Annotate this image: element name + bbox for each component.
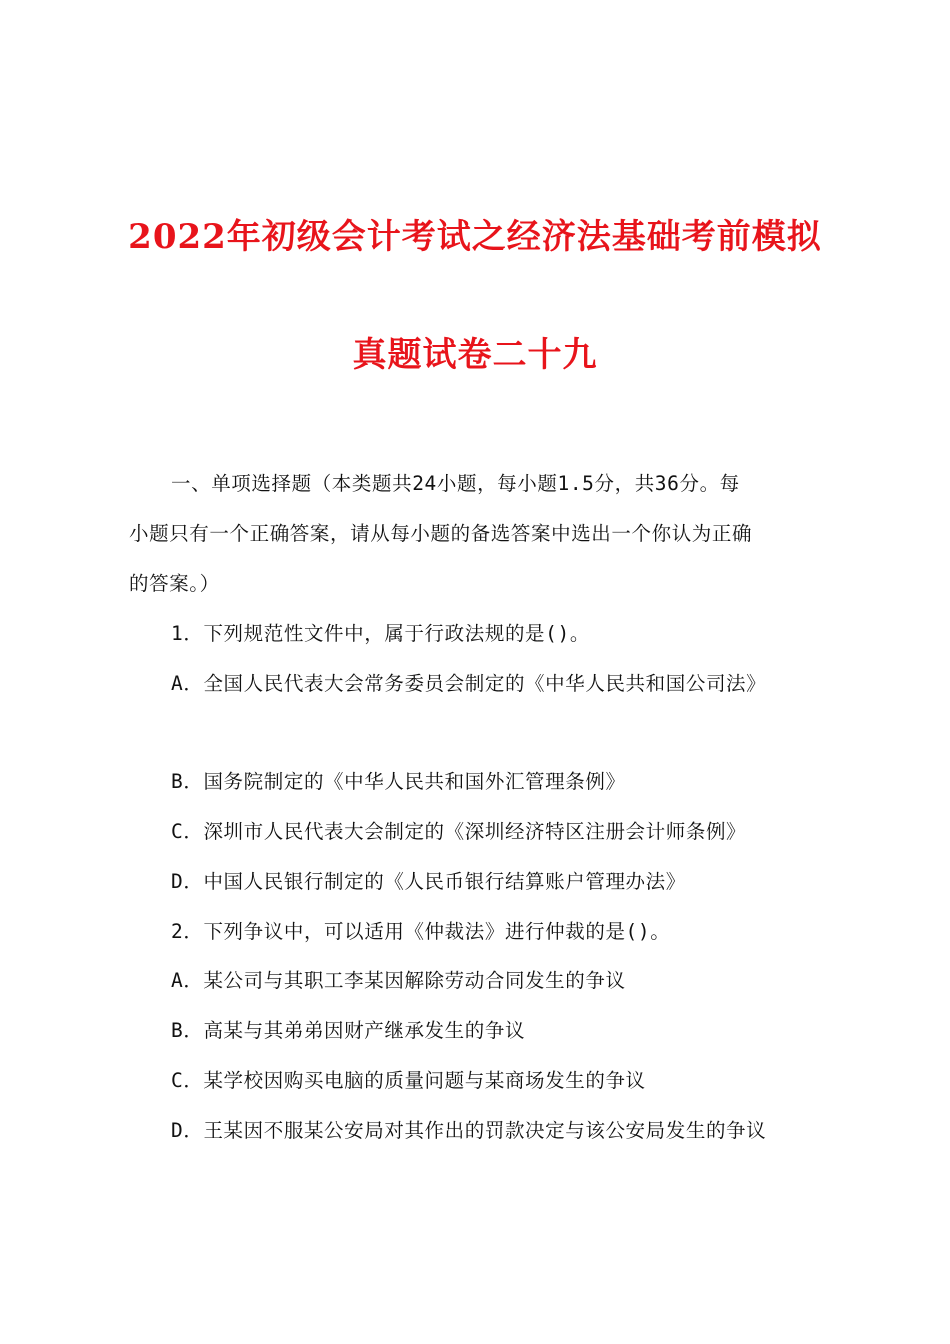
question-1-option-c: C．深圳市人民代表大会制定的《深圳经济特区注册会计师条例》 — [171, 820, 747, 843]
document-title-line-1: 2022年初级会计考试之经济法基础考前模拟 — [128, 217, 822, 257]
question-2-stem: 2．下列争议中，可以适用《仲裁法》进行仲裁的是()。 — [171, 920, 671, 943]
question-2-option-c: C．某学校因购买电脑的质量问题与某商场发生的争议 — [171, 1069, 646, 1092]
question-1-option-d: D．中国人民银行制定的《人民币银行结算账户管理办法》 — [171, 870, 686, 893]
question-2-option-b: B．高某与其弟弟因财产继承发生的争议 — [171, 1019, 526, 1042]
section-intro-line-2: 小题只有一个正确答案，请从每小题的备选答案中选出一个你认为正确 — [129, 522, 753, 545]
section-intro-line-3: 的答案。） — [129, 572, 220, 595]
question-1-stem: 1．下列规范性文件中，属于行政法规的是()。 — [171, 622, 590, 645]
document-title-line-2: 真题试卷二十九 — [352, 335, 598, 375]
question-1-option-b: B．国务院制定的《中华人民共和国外汇管理条例》 — [171, 770, 626, 793]
question-2-option-a: A．某公司与其职工李某因解除劳动合同发生的争议 — [171, 969, 626, 992]
section-intro-line-1: 一、单项选择题（本类题共24小题，每小题1.5分，共36分。每 — [171, 472, 740, 495]
question-1-option-a: A．全国人民代表大会常务委员会制定的《中华人民共和国公司法》 — [171, 672, 767, 695]
question-2-option-d: D．王某因不服某公安局对其作出的罚款决定与该公安局发生的争议 — [171, 1119, 767, 1142]
